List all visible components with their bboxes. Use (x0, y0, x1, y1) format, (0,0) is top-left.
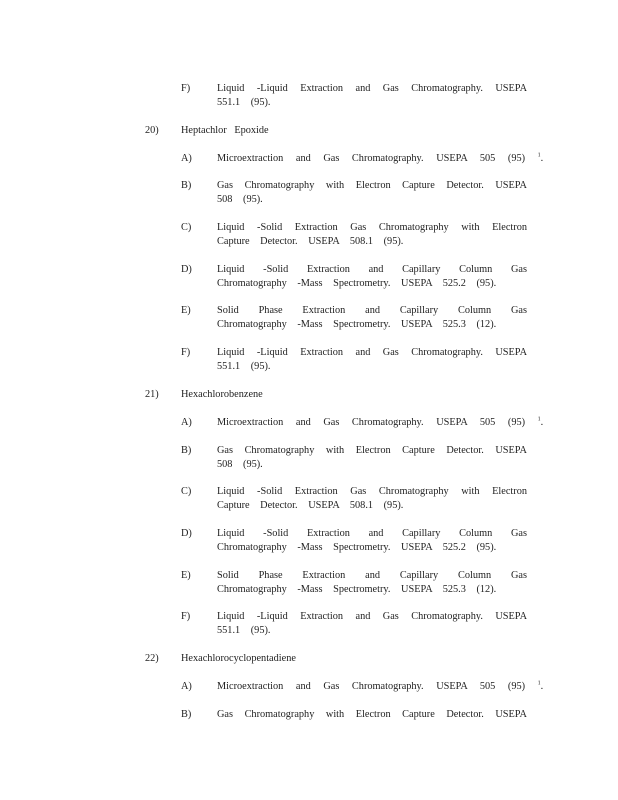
method-letter: E) (181, 305, 191, 316)
method-letter: F) (181, 347, 191, 358)
section-number: 21) (145, 389, 159, 400)
method-text-line: Chromatography -Mass Spectrometry. USEPA 525.2 (95). (217, 542, 497, 553)
method-text-line: Gas Chromatography with Electron Capture Detector. USEPA (217, 709, 527, 720)
method-text-line: Liquid -Solid Extraction Gas Chromatography with Electron (217, 486, 527, 497)
method-text-line: Microextraction and Gas Chromatography. USEPA 505 (95) $^1$. (217, 680, 544, 692)
section-title: Heptachlor Epoxide (181, 125, 269, 136)
method-text-line: 508 (95). (217, 194, 263, 205)
method-text-line: Solid Phase Extraction and Capillary Column Gas (217, 570, 527, 581)
method-text-line: Chromatography -Mass Spectrometry. USEPA 525.2 (95). (217, 278, 497, 289)
method-letter: C) (181, 222, 192, 233)
method-text-line: Liquid -Solid Extraction and Capillary Column Gas (217, 528, 527, 539)
method-text-line: 508 (95). (217, 459, 263, 470)
method-letter: C) (181, 486, 192, 497)
section-number: 20) (145, 125, 159, 136)
footnote-marker: 1 (537, 416, 541, 423)
section-title: Hexachlorobenzene (181, 389, 263, 400)
section-number: 22) (145, 653, 159, 664)
footnote-marker: 1 (537, 152, 541, 159)
method-text-tail: . (540, 153, 544, 164)
method-letter: A) (181, 153, 192, 164)
method-text-line: Chromatography -Mass Spectrometry. USEPA 525.3 (12). (217, 584, 497, 595)
section-title: Hexachlorocyclopentadiene (181, 653, 296, 664)
method-letter: F) (181, 611, 191, 622)
method-text-line: Liquid -Solid Extraction and Capillary Column Gas (217, 264, 527, 275)
method-text-line: Liquid -Liquid Extraction and Gas Chromatography. USEPA (217, 347, 527, 358)
method-letter: B) (181, 445, 192, 456)
method-letter: F) (181, 83, 191, 94)
method-text-line: 551.1 (95). (217, 97, 271, 108)
method-letter: B) (181, 709, 192, 720)
method-letter: E) (181, 570, 191, 581)
method-text-line: Microextraction and Gas Chromatography. USEPA 505 (95) $^1$. (217, 152, 544, 164)
method-text-line: 551.1 (95). (217, 625, 271, 636)
footnote-marker: 1 (537, 680, 541, 687)
method-text-line: Liquid -Liquid Extraction and Gas Chromatography. USEPA (217, 83, 527, 94)
method-text-tail: . (540, 417, 544, 428)
method-letter: D) (181, 528, 192, 539)
method-letter: A) (181, 417, 192, 428)
method-text-line: Liquid -Liquid Extraction and Gas Chromatography. USEPA (217, 611, 527, 622)
method-text-line: 551.1 (95). (217, 361, 271, 372)
method-text-tail: . (540, 681, 544, 692)
method-letter: D) (181, 264, 192, 275)
method-text-line: Gas Chromatography with Electron Capture Detector. USEPA (217, 180, 527, 191)
method-text-line: Solid Phase Extraction and Capillary Column Gas (217, 305, 527, 316)
method-text-line: Liquid -Solid Extraction Gas Chromatography with Electron (217, 222, 527, 233)
method-letter: B) (181, 180, 192, 191)
method-text-line: Gas Chromatography with Electron Capture Detector. USEPA (217, 445, 527, 456)
method-text-line: Chromatography -Mass Spectrometry. USEPA 525.3 (12). (217, 319, 497, 330)
method-text-line: Capture Detector. USEPA 508.1 (95). (217, 236, 404, 247)
method-text-line: Microextraction and Gas Chromatography. USEPA 505 (95) $^1$. (217, 416, 544, 428)
method-letter: A) (181, 681, 192, 692)
method-text-line: Capture Detector. USEPA 508.1 (95). (217, 500, 404, 511)
